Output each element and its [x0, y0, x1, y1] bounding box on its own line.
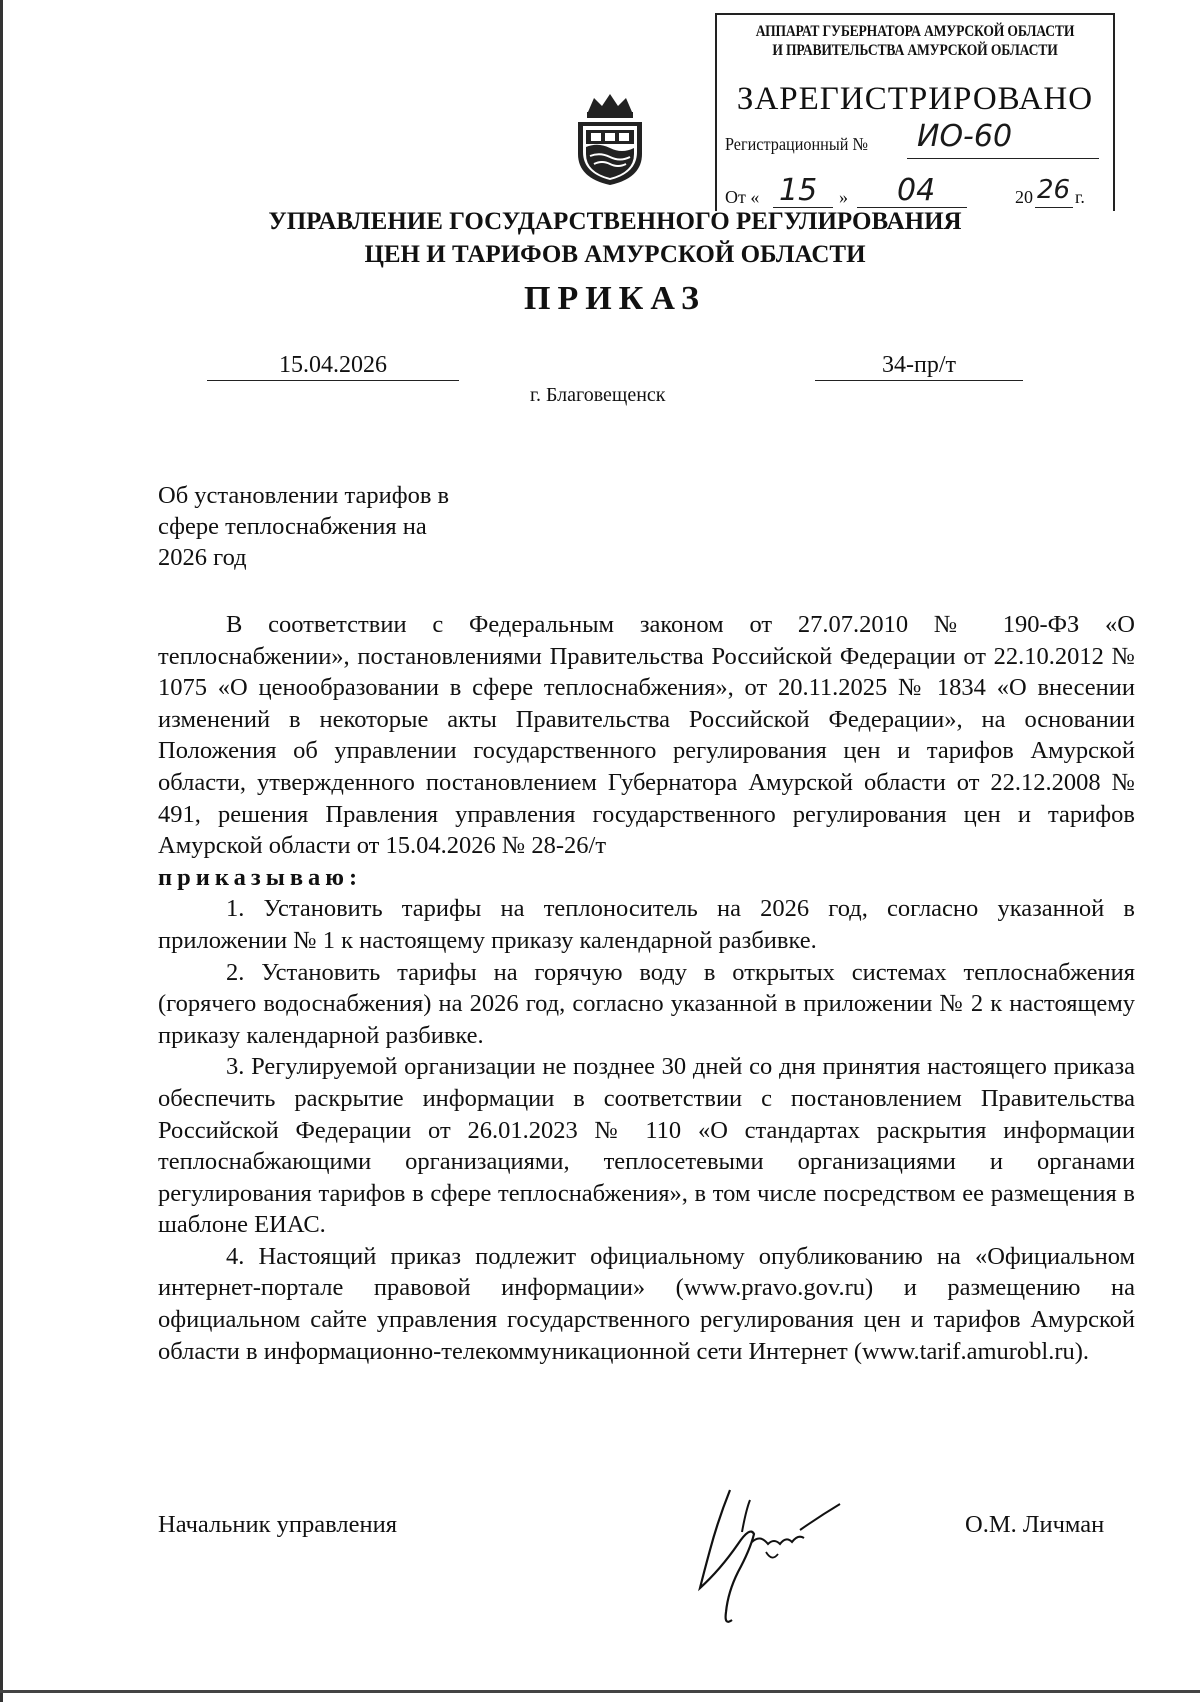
registration-stamp: [715, 13, 1115, 211]
stamp-org-line2: И ПРАВИТЕЛЬСТВА АМУРСКОЙ ОБЛАСТИ: [772, 42, 1058, 59]
order-date: 15.04.2026: [207, 352, 459, 381]
item-4-paragraph: 4. Настоящий приказ подлежит официальному опубликованию на «Официальном интернет-портале правовой информации» (www.pravo.gov.ru) и размещению на официальном сайте управления государственного регулирования цен и тарифов Амурской области в информационно-телекоммуникационной сети Интернет (www.tarif.amurobl.ru).: [158, 1242, 1135, 1365]
subject-line2: сфере теплоснабжения на: [158, 513, 427, 540]
item-2-paragraph: 2. Установить тарифы на горячую воду в открытых системах теплоснабжения (горячего водоснабжения) на 2026 год, согласно указанной в приложении № 2 к настоящему приказу календарной разбивке.: [158, 958, 1135, 1049]
stamp-reg-number-label: Регистрационный №: [725, 134, 868, 154]
stamp-org-line1: АППАРАТ ГУБЕРНАТОРА АМУРСКОЙ ОБЛАСТИ: [755, 23, 1075, 40]
stamp-date-year-end: г.: [1075, 187, 1085, 207]
signatory-role: Начальник управления: [158, 1511, 397, 1538]
item-1-paragraph: 1. Установить тарифы на теплоноситель на 2026 год, согласно указанной в приложении № 1 к настоящему приказу календарной разбивке.: [158, 895, 1135, 954]
subject-line1: Об установлении тарифов в: [158, 482, 450, 509]
stamp-reg-number-value: ИО-60: [917, 119, 1013, 154]
stamp-date-year-prefix: 20: [1015, 187, 1033, 207]
preamble-paragraph: В соответствии с Федеральным законом от 27.07.2010 № 190-ФЗ «О теплоснабжении», постановлениями Правительства Российской Федерации от 22.10.2012 № 1075 «О ценообразовании в сфере теплоснабжения», от 20.11.2025 № 1834 «О внесении изменений в некоторые акты Правительства Российской Федерации», на основании Положения об управлении государственного регулирования цен и тарифов Амурской области, утвержденного постановлением Губернатора Амурской области от 22.12.2008 № 491, решения Правления управления государственного регулирования цен и тарифов Амурской области от 15.04.2026 № 28-26/т: [158, 611, 1135, 860]
order-word: приказываю:: [158, 863, 363, 891]
scan-bottom-edge: [0, 1690, 1200, 1693]
order-subject: [158, 480, 558, 573]
stamp-reg-number-underline: [907, 158, 1099, 159]
stamp-date-quote-close: »: [839, 187, 848, 207]
stamp-date-year-suffix: 26: [1037, 175, 1071, 205]
stamp-date-prefix: От «: [725, 187, 760, 207]
handwritten-signature: [680, 1480, 850, 1630]
order-number: 34-пр/т: [815, 352, 1023, 381]
stamp-date-month: 04: [897, 173, 936, 208]
coat-of-arms-emblem: [570, 92, 650, 187]
item-3-paragraph: 3. Регулируемой организации не позднее 30 дней со дня принятия настоящего приказа обеспечить раскрытие информации в соответствии с постановлением Правительства Российской Федерации от 26.01.2023 № 110 «О стандартах раскрытия информации теплоснабжающими организациями, теплосетевыми организациями и органами регулирования тарифов в сфере теплоснабжения», в том числе посредством ее размещения в шаблоне ЕИАС.: [158, 1053, 1135, 1239]
stamp-date-day: 15: [779, 173, 818, 208]
city: г. Благовещенск: [530, 384, 666, 406]
document-type-title: ПРИКАЗ: [524, 280, 706, 317]
order-body: [158, 609, 1135, 1367]
signatory-name: О.М. Личман: [965, 1511, 1105, 1538]
stamp-registered: ЗАРЕГИСТРИРОВАНО: [736, 81, 1094, 117]
agency-name-line1: УПРАВЛЕНИЕ ГОСУДАРСТВЕННОГО РЕГУЛИРОВАНИЯ: [268, 208, 962, 235]
subject-line3: 2026 год: [158, 544, 247, 571]
agency-name-line2: ЦЕН И ТАРИФОВ АМУРСКОЙ ОБЛАСТИ: [364, 241, 866, 268]
